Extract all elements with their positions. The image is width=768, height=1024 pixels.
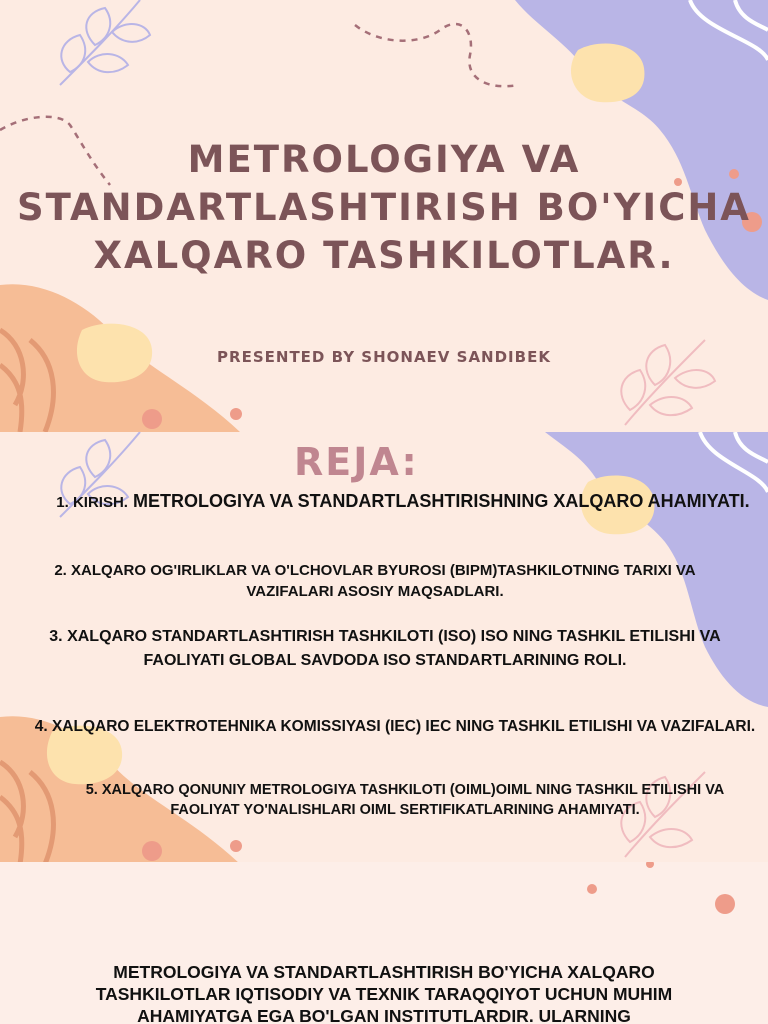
coral-dot xyxy=(715,894,735,914)
title-line: STANDARTLASHTIRISH BO'YICHA xyxy=(17,186,751,229)
title-line: XALQARO TASHKILOTLAR. xyxy=(93,234,675,277)
agenda-item-3: 3. XALQARO STANDARTLASHTIRISH TASHKILOTI (ISO) ISO NING TASHKIL ETILISHI VA FAOLIYATI GLOBAL SAVDODA ISO STANDARTLARINING ROLI. xyxy=(49,628,721,669)
body-line: TASHKILOTLAR IQTISODIY VA TEXNIK TARAQQIYOT UCHUN MUHIM xyxy=(95,984,673,1004)
agenda-heading: REJA: xyxy=(294,440,419,484)
coral-dot xyxy=(587,884,597,894)
leaf-branch-icon xyxy=(60,0,150,85)
agenda-item-1 xyxy=(50,490,756,514)
coral-dot xyxy=(142,841,162,861)
coral-dot xyxy=(142,409,162,429)
coral-dot xyxy=(646,862,654,868)
slide-body-text xyxy=(30,961,738,1024)
presenter-name: PRESENTED BY SHONAEV SANDIBEK xyxy=(217,348,551,366)
agenda-item-2: 2. XALQARO OG'IRLIKLAR VA O'LCHOVLAR BYUROSI (BIPM)TASHKILOTNING TARIXI VA VAZIFALARI ASOSIY MAQSADLARI. xyxy=(54,562,696,600)
body-line: AHAMIYATGA EGA BO'LGAN INSTITUTLARDIR. ULARNING xyxy=(137,1006,631,1024)
dotted-swirl-top xyxy=(355,24,518,86)
content-slide xyxy=(0,862,768,1024)
title-line: METROLOGIYA VA xyxy=(187,138,581,181)
agenda-slide xyxy=(0,432,768,862)
agenda-item-4: 4. XALQARO ELEKTROTEHNIKA KOMISSIYASI (IEC) IEC NING TASHKIL ETILISHI VA VAZIFALARI. xyxy=(34,718,756,735)
coral-dot xyxy=(230,408,242,420)
body-line: METROLOGIYA VA STANDARTLASHTIRISH BO'YICHA XALQARO xyxy=(113,962,655,982)
title-slide xyxy=(0,0,768,432)
coral-dot xyxy=(230,840,242,852)
presentation-title xyxy=(0,136,768,280)
agenda-item-1-text: METROLOGIYA VA STANDARTLASHTIRISHNING XALQARO AHAMIYATI. xyxy=(133,491,750,511)
butter-blob xyxy=(571,44,644,103)
agenda-item-1-prefix: 1. KIRISH. xyxy=(56,494,128,511)
agenda-item-5: 5. XALQARO QONUNIY METROLOGIYA TASHKILOTI (OIML)OIML NING TASHKIL ETILISHI VA FAOLIYAT YO'NALISHLARI OIML SERTIFIKATLARINING AHAMIYATI. xyxy=(85,782,725,818)
